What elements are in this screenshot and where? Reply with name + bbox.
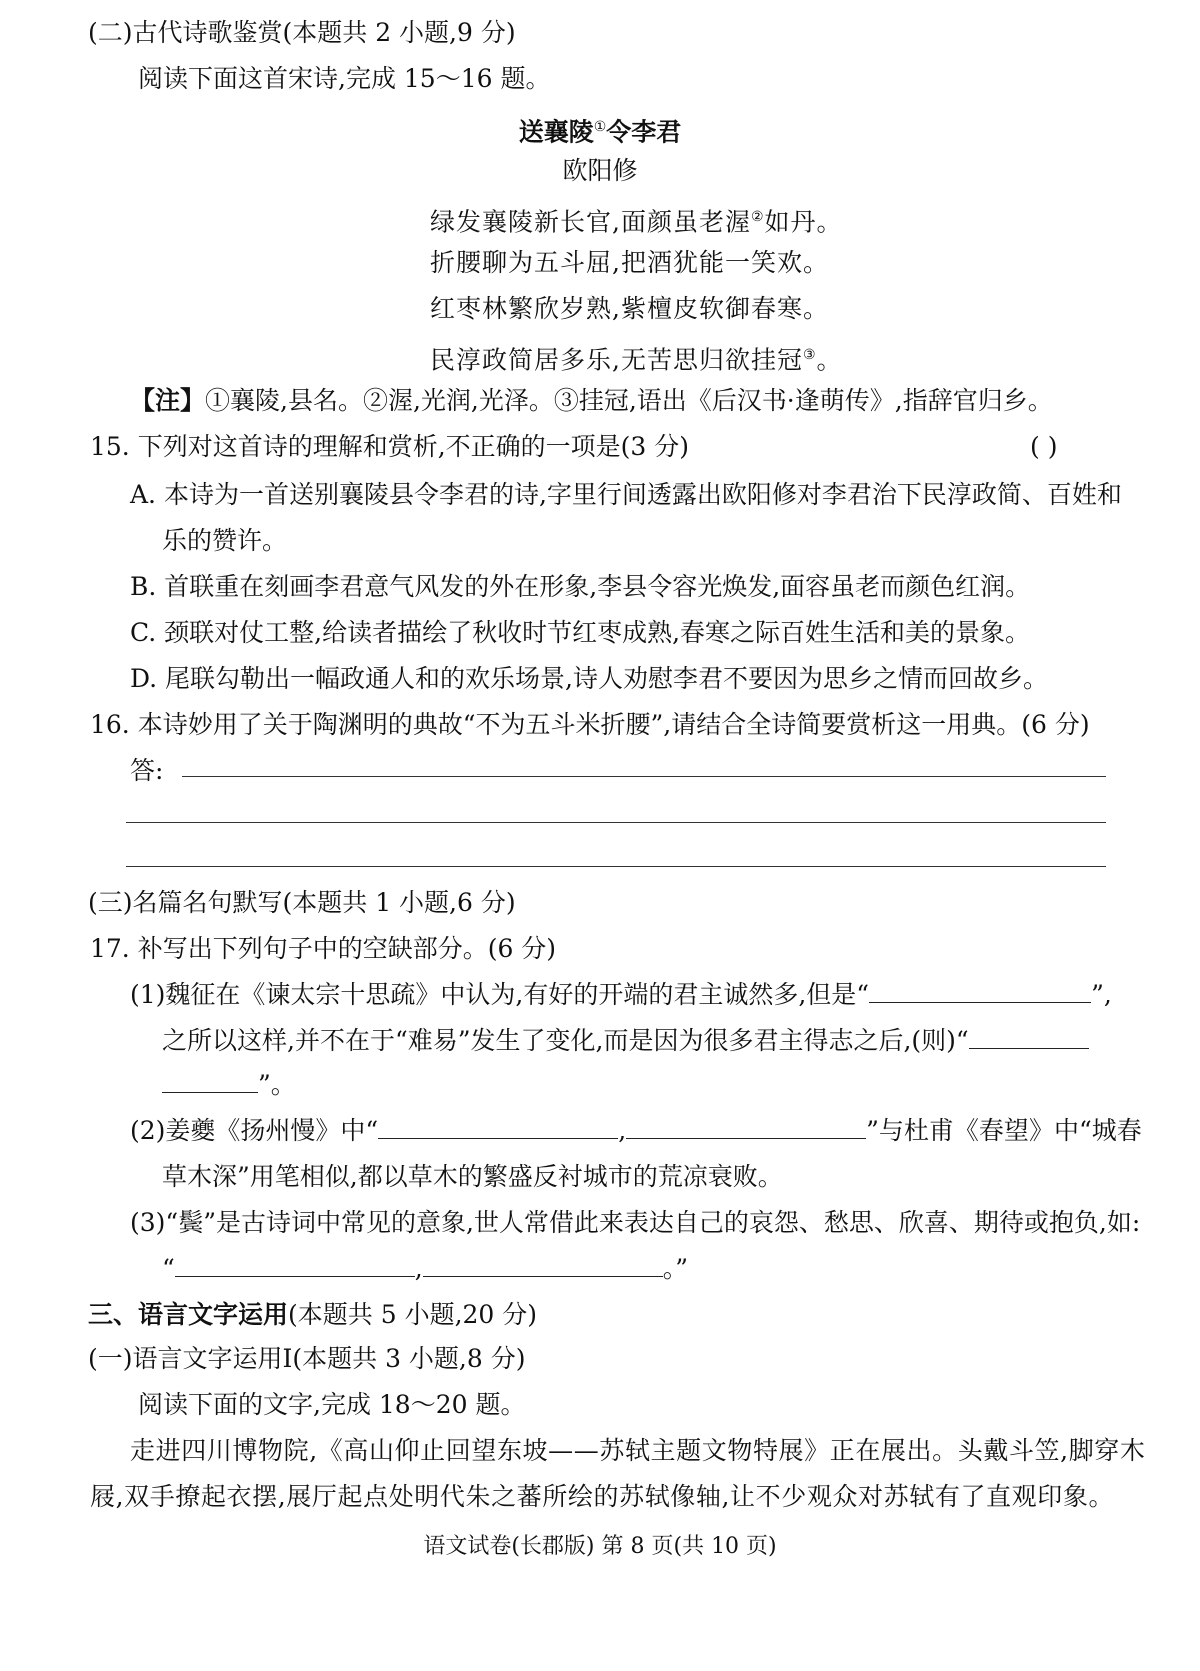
- q17-part2-text: (2)姜夔《扬州慢》中“: [130, 1116, 379, 1145]
- footnote-marker: ②: [750, 209, 765, 225]
- fill-blank[interactable]: [626, 1116, 866, 1139]
- poem-line-4-a: 民淳政简居多乐,无苦思归欲挂冠: [430, 345, 803, 375]
- q15-option-b: B. 首联重在刻画李君意气风发的外在形象,李县令容光焕发,面容虽老而颜色红润。: [130, 572, 1031, 601]
- poem-line-2: 折腰聊为五斗屈,把酒犹能一笑欢。: [430, 248, 829, 277]
- footnote-marker: ①: [593, 119, 607, 135]
- q17-part2-line1: [130, 1114, 1142, 1148]
- poem-line-1-a: 绿发襄陵新长官,面颜虽老渥: [430, 207, 751, 237]
- fill-blank[interactable]: [423, 1254, 663, 1277]
- poem-title-tail: 令李君: [606, 117, 682, 147]
- q17-part1-line1: [130, 978, 1112, 1012]
- poem-notes: [130, 384, 1053, 418]
- subsection-heading-language: (一)语言文字运用Ⅰ(本题共 3 小题,8 分): [88, 1344, 526, 1373]
- q17-part3-open: “: [162, 1254, 175, 1283]
- part3-heading: [88, 1298, 537, 1332]
- q17-part1-close: ”,: [1091, 980, 1112, 1009]
- q17-part2-comma: ,: [618, 1116, 627, 1145]
- q17-part3-line2: [162, 1252, 688, 1286]
- note-label: 【注】: [130, 386, 206, 415]
- answer-line[interactable]: [126, 866, 1106, 867]
- poem-line-4-b: 。: [816, 345, 843, 375]
- q15-answer-paren: ( ): [1030, 432, 1058, 461]
- section-heading-poetry: (二)古代诗歌鉴赏(本题共 2 小题,9 分): [88, 18, 516, 47]
- q17-part1-text: (1)魏征在《谏太宗十思疏》中认为,有好的开端的君主诚然多,但是“: [130, 980, 870, 1009]
- q16-stem: 16. 本诗妙用了关于陶渊明的典故“不为五斗米折腰”,请结合全诗简要赏析这一用典。(6 分): [90, 710, 1090, 739]
- part3-heading-bold: 三、语言文字运用: [88, 1300, 289, 1329]
- footnote-marker: ③: [802, 347, 817, 363]
- q15-option-a-cont: 乐的赞许。: [162, 526, 288, 555]
- poem-line-1-b: 如丹。: [764, 207, 843, 237]
- q16-answer-label: 答:: [130, 756, 164, 785]
- q17-part1-line3: [162, 1068, 296, 1102]
- q15-option-a: A. 本诗为一首送别襄陵县令李君的诗,字里行间透露出欧阳修对李君治下民淳政简、百姓和: [130, 480, 1122, 509]
- poem-line-1: [430, 200, 843, 239]
- q15-option-c: C. 颈联对仗工整,给读者描绘了秋收时节红枣成熟,春寒之际百姓生活和美的景象。: [130, 618, 1031, 647]
- poem-author: 欧阳修: [562, 156, 638, 185]
- q17-part1-line2: [162, 1024, 1089, 1058]
- fill-blank[interactable]: [175, 1254, 415, 1277]
- q17-part3-close: 。”: [662, 1254, 689, 1283]
- note-text: ①襄陵,县名。②渥,光润,光泽。③挂冠,语出《后汉书·逢萌传》,指辞官归乡。: [205, 386, 1053, 415]
- fill-blank[interactable]: [162, 1070, 258, 1093]
- passage-line-2: 屐,双手撩起衣摆,展厅起点处明代朱之蕃所绘的苏轼像轴,让不少观众对苏轼有了直观印象。: [90, 1482, 1115, 1511]
- q17-part1-close-2: ”。: [258, 1070, 296, 1099]
- poem-instruction: 阅读下面这首宋诗,完成 15～16 题。: [138, 64, 551, 93]
- poem-line-4: [430, 338, 843, 377]
- q17-part1-text-2: 之所以这样,并不在于“难易”发生了变化,而是因为很多君主得志之后,(则)“: [162, 1026, 969, 1055]
- fill-blank[interactable]: [869, 980, 1091, 1003]
- poem-title: [0, 110, 1200, 149]
- fill-blank[interactable]: [969, 1026, 1089, 1049]
- part3-heading-tail: (本题共 5 小题,20 分): [288, 1300, 538, 1329]
- answer-line[interactable]: [126, 822, 1106, 823]
- q17-part2-tail: ”与杜甫《春望》中“城春: [866, 1116, 1142, 1145]
- q17-part3-comma: ,: [414, 1254, 423, 1283]
- q15-option-d: D. 尾联勾勒出一幅政通人和的欢乐场景,诗人劝慰李君不要因为思乡之情而回故乡。: [130, 664, 1048, 693]
- page-footer: 语文试卷(长郡版) 第 8 页(共 10 页): [423, 1534, 777, 1559]
- passage-line-1: 走进四川博物院,《高山仰止回望东坡——苏轼主题文物特展》正在展出。头戴斗笠,脚穿木: [130, 1436, 1146, 1465]
- q17-stem: 17. 补写出下列句子中的空缺部分。(6 分): [90, 934, 557, 963]
- answer-line[interactable]: [182, 776, 1106, 777]
- q17-part3-line1: (3)“鬓”是古诗词中常见的意象,世人常借此来表达自己的哀怨、愁思、欣喜、期待或抱负,如:: [130, 1208, 1141, 1237]
- poem-line-3: 红枣林繁欣岁熟,紫檀皮软御春寒。: [430, 294, 829, 323]
- section-heading-recitation: (三)名篇名句默写(本题共 1 小题,6 分): [88, 888, 516, 917]
- poem-title-text: 送襄陵: [518, 117, 594, 147]
- q15-stem: 15. 下列对这首诗的理解和赏析,不正确的一项是(3 分): [90, 432, 690, 461]
- fill-blank[interactable]: [378, 1116, 618, 1139]
- q17-part2-line2: 草木深”用笔相似,都以草木的繁盛反衬城市的荒凉衰败。: [162, 1162, 783, 1191]
- reading-instruction: 阅读下面的文字,完成 18～20 题。: [138, 1390, 526, 1419]
